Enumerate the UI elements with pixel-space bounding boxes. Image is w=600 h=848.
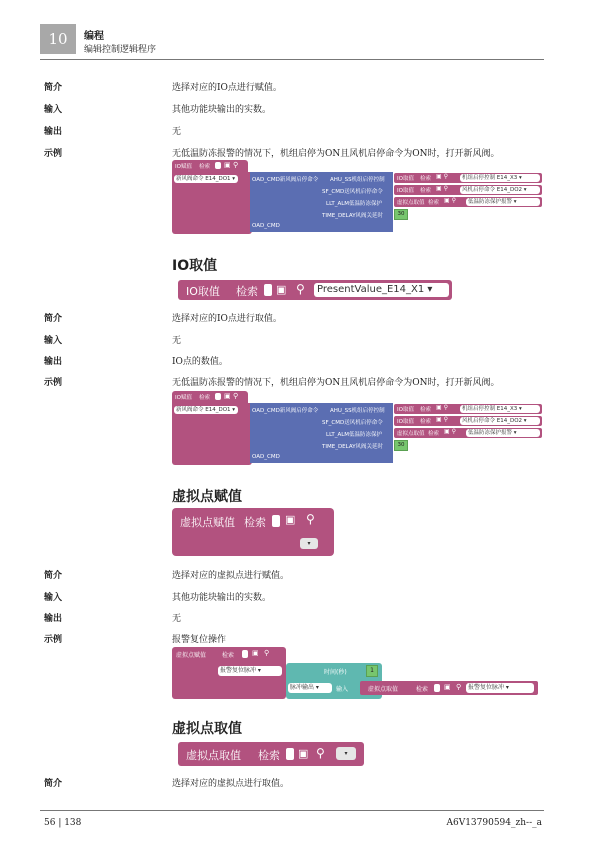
- logic-block: [250, 172, 393, 232]
- example-block-diagram-2: [172, 391, 544, 465]
- block-search-label: 检索: [199, 395, 211, 401]
- input-row-2[interactable]: [394, 185, 542, 195]
- image-icon[interactable]: ▣ ⚲: [444, 197, 456, 204]
- image-icon[interactable]: ▣: [298, 747, 309, 760]
- label-intro: 简介: [44, 779, 63, 789]
- input-row-3[interactable]: [394, 197, 542, 207]
- param-4-label: TIME_DELAY风阀关延时: [322, 213, 384, 219]
- input-row-2-head: IO取值: [397, 188, 414, 194]
- param-3-label: LLT_ALM低温防冻保护: [326, 432, 383, 438]
- virtual-read-example-block[interactable]: [360, 681, 538, 695]
- target-dropdown[interactable]: 新风阀命令 E14_DO1 ▾: [174, 175, 238, 183]
- virtual-read-intro: 选择对应的虚拟点进行取值。: [172, 779, 290, 789]
- input-row-2-search: 检索: [420, 188, 432, 194]
- input-row-3-dropdown[interactable]: 低温防冻保护报警 ▾: [466, 429, 540, 437]
- io-read-output: IO点的数值。: [172, 357, 228, 367]
- logic-block: [250, 403, 393, 463]
- page-number: 56 | 138: [44, 818, 82, 828]
- param-4-label: TIME_DELAY风阀关延时: [322, 444, 384, 450]
- block-head-label: IO赋值: [175, 395, 192, 401]
- search-field[interactable]: [286, 748, 294, 760]
- search-field[interactable]: [215, 393, 221, 400]
- pulse-input-label: 输入: [336, 686, 349, 693]
- chapter-number-box: [40, 24, 76, 54]
- image-icon[interactable]: ▣: [444, 683, 451, 691]
- io-assign-block-head[interactable]: [172, 160, 248, 172]
- label-example: 示例: [44, 635, 63, 645]
- ex-read-search: 检索: [416, 686, 429, 693]
- io-assign-input: 其他功能块输出的实数。: [172, 105, 272, 115]
- label-intro: 简介: [44, 314, 63, 324]
- search-field[interactable]: [272, 515, 280, 527]
- input-row-3-head: 虚拟点取值: [397, 431, 425, 437]
- search-icon[interactable]: ⚲: [296, 282, 305, 296]
- search-icon[interactable]: ⚲: [306, 512, 315, 526]
- image-icon[interactable]: ▣: [276, 283, 287, 296]
- time-label: 时间(秒): [324, 669, 347, 676]
- image-icon[interactable]: ▣ ⚲: [436, 185, 448, 192]
- virtual-assign-example: 报警复位操作: [172, 635, 227, 645]
- virtual-assign-intro: 选择对应的虚拟点进行赋值。: [172, 571, 290, 581]
- ex-read-dropdown[interactable]: 报警复位脉冲 ▾: [466, 683, 534, 693]
- label-input: 输入: [44, 105, 63, 115]
- virtual-read-dropdown[interactable]: ▾: [336, 747, 356, 760]
- image-icon[interactable]: ▣ ⚲: [436, 173, 448, 180]
- virtual-assign-example-block[interactable]: [172, 647, 286, 699]
- target-dropdown[interactable]: 新风阀命令 E14_DO1 ▾: [174, 406, 238, 414]
- input-row-2[interactable]: [394, 416, 542, 426]
- image-icon[interactable]: ▣: [285, 513, 296, 526]
- virtual-read-block-head: 虚拟点取值: [186, 749, 241, 762]
- io-assign-example: 无低温防冻报警的情况下，机组启停为ON且风机启停命令为ON时，打开新风阀。: [172, 149, 500, 159]
- label-output: 输出: [44, 357, 63, 367]
- image-icon[interactable]: ▣: [224, 161, 231, 169]
- pulse-output-dropdown[interactable]: 脉冲输出 ▾: [288, 683, 332, 693]
- io-read-example: 无低温防冻报警的情况下，机组启停为ON且风机启停命令为ON时，打开新风阀。: [172, 378, 500, 388]
- label-input: 输入: [44, 593, 63, 603]
- image-icon[interactable]: ▣ ⚲: [444, 428, 456, 435]
- image-icon[interactable]: ▣ ⚲: [436, 416, 448, 423]
- image-icon[interactable]: ▣: [224, 392, 231, 400]
- label-input: 输入: [44, 336, 63, 346]
- input-row-1-search: 检索: [420, 176, 432, 182]
- input-row-1-head: IO取值: [397, 407, 414, 413]
- input-row-1-dropdown[interactable]: 机组启停控制 E14_X3 ▾: [460, 405, 540, 413]
- io-assign-intro: 选择对应的IO点进行赋值。: [172, 83, 282, 93]
- chapter-subtitle: 编辑控制逻辑程序: [84, 45, 157, 55]
- virtual-assign-input: 其他功能块输出的实数。: [172, 593, 272, 603]
- input-row-3-search: 检索: [428, 431, 440, 437]
- example-block-diagram-3: [172, 647, 544, 699]
- input-row-1-dropdown[interactable]: 机组启停控制 E14_X3 ▾: [460, 174, 540, 182]
- label-intro: 简介: [44, 83, 63, 93]
- time-value-input[interactable]: 1: [366, 665, 378, 677]
- input-row-2-head: IO取值: [397, 419, 414, 425]
- input-row-1-head: IO取值: [397, 176, 414, 182]
- input-row-3-search: 检索: [428, 200, 440, 206]
- search-field[interactable]: [264, 284, 272, 296]
- ex-search-label: 检索: [222, 652, 235, 659]
- io-read-block[interactable]: [178, 280, 452, 300]
- param-2-label: SF_CMD送风机启停命令: [322, 189, 383, 195]
- virtual-read-title: 虚拟点取值: [172, 721, 242, 737]
- search-icon[interactable]: ⚲: [233, 161, 239, 169]
- input-row-3-dropdown[interactable]: 低温防冻保护报警 ▾: [466, 198, 540, 206]
- label-intro: 简介: [44, 571, 63, 581]
- search-icon[interactable]: ⚲: [233, 392, 239, 400]
- document-id: A6V13790594_zh--_a: [446, 818, 542, 828]
- input-row-1[interactable]: [394, 173, 542, 183]
- virtual-assign-input-socket[interactable]: ▾: [300, 538, 318, 549]
- io-read-input: 无: [172, 336, 182, 346]
- io-read-title: IO取值: [172, 258, 218, 274]
- ex-head-label: 虚拟点赋值: [176, 652, 207, 659]
- label-example: 示例: [44, 149, 63, 159]
- image-icon[interactable]: ▣: [252, 649, 259, 657]
- virtual-assign-block-head: 虚拟点赋值: [180, 516, 235, 529]
- param-1-label: AHU_SS机组启停控制: [330, 177, 385, 183]
- search-icon[interactable]: ⚲: [316, 746, 325, 760]
- chapter-title: 编程: [84, 31, 104, 42]
- io-assign-output: 无: [172, 127, 182, 137]
- search-field[interactable]: [215, 162, 221, 169]
- io-read-intro: 选择对应的IO点进行取值。: [172, 314, 282, 324]
- virtual-assign-title: 虚拟点赋值: [172, 489, 242, 505]
- virtual-read-block[interactable]: [178, 742, 364, 766]
- search-field[interactable]: [434, 684, 440, 692]
- search-field[interactable]: [242, 650, 248, 658]
- virtual-assign-block[interactable]: [172, 508, 334, 556]
- label-output: 输出: [44, 127, 63, 137]
- io-read-value-dropdown[interactable]: PresentValue_E14_X1 ▾: [314, 283, 449, 297]
- param-3-label: LLT_ALM低温防冻保护: [326, 201, 383, 207]
- label-example: 示例: [44, 378, 63, 388]
- logic-footer-label: OAD_CMD: [252, 454, 280, 460]
- virtual-read-block-search: 检索: [258, 749, 280, 762]
- input-row-2-dropdown[interactable]: 风机启停命令 E14_DO2 ▾: [460, 186, 540, 194]
- search-icon[interactable]: ⚲: [264, 649, 270, 657]
- logic-main-label: OAD_CMD新风阀启停命令: [252, 408, 319, 414]
- delay-value-input[interactable]: 30: [394, 209, 408, 220]
- block-search-label: 检索: [199, 164, 211, 170]
- ex-target-dropdown[interactable]: 报警复位脉冲 ▾: [218, 666, 282, 676]
- footer-rule: [40, 810, 544, 811]
- label-output: 输出: [44, 614, 63, 624]
- param-2-label: SF_CMD送风机启停命令: [322, 420, 383, 426]
- io-read-block-head: IO取值: [186, 285, 220, 298]
- input-row-3[interactable]: [394, 428, 542, 438]
- ex-read-head: 虚拟点取值: [368, 686, 399, 693]
- header-rule: [40, 59, 544, 60]
- input-row-3-head: 虚拟点取值: [397, 200, 425, 206]
- input-row-1[interactable]: [394, 404, 542, 414]
- search-icon[interactable]: ⚲: [456, 683, 462, 691]
- input-row-1-search: 检索: [420, 407, 432, 413]
- chapter-number: 10: [48, 30, 68, 48]
- io-read-block-search: 检索: [236, 285, 258, 298]
- input-row-2-search: 检索: [420, 419, 432, 425]
- logic-main-label: OAD_CMD新风阀启停命令: [252, 177, 319, 183]
- virtual-assign-output: 无: [172, 614, 182, 624]
- virtual-assign-block-search: 检索: [244, 516, 266, 529]
- block-head-label: IO赋值: [175, 164, 192, 170]
- param-1-label: AHU_SS机组启停控制: [330, 408, 385, 414]
- io-assign-block-head[interactable]: [172, 391, 248, 403]
- logic-footer-label: OAD_CMD: [252, 223, 280, 229]
- image-icon[interactable]: ▣ ⚲: [436, 404, 448, 411]
- example-block-diagram-1: [172, 160, 544, 234]
- delay-value-input[interactable]: 30: [394, 440, 408, 451]
- input-row-2-dropdown[interactable]: 风机启停命令 E14_DO2 ▾: [460, 417, 540, 425]
